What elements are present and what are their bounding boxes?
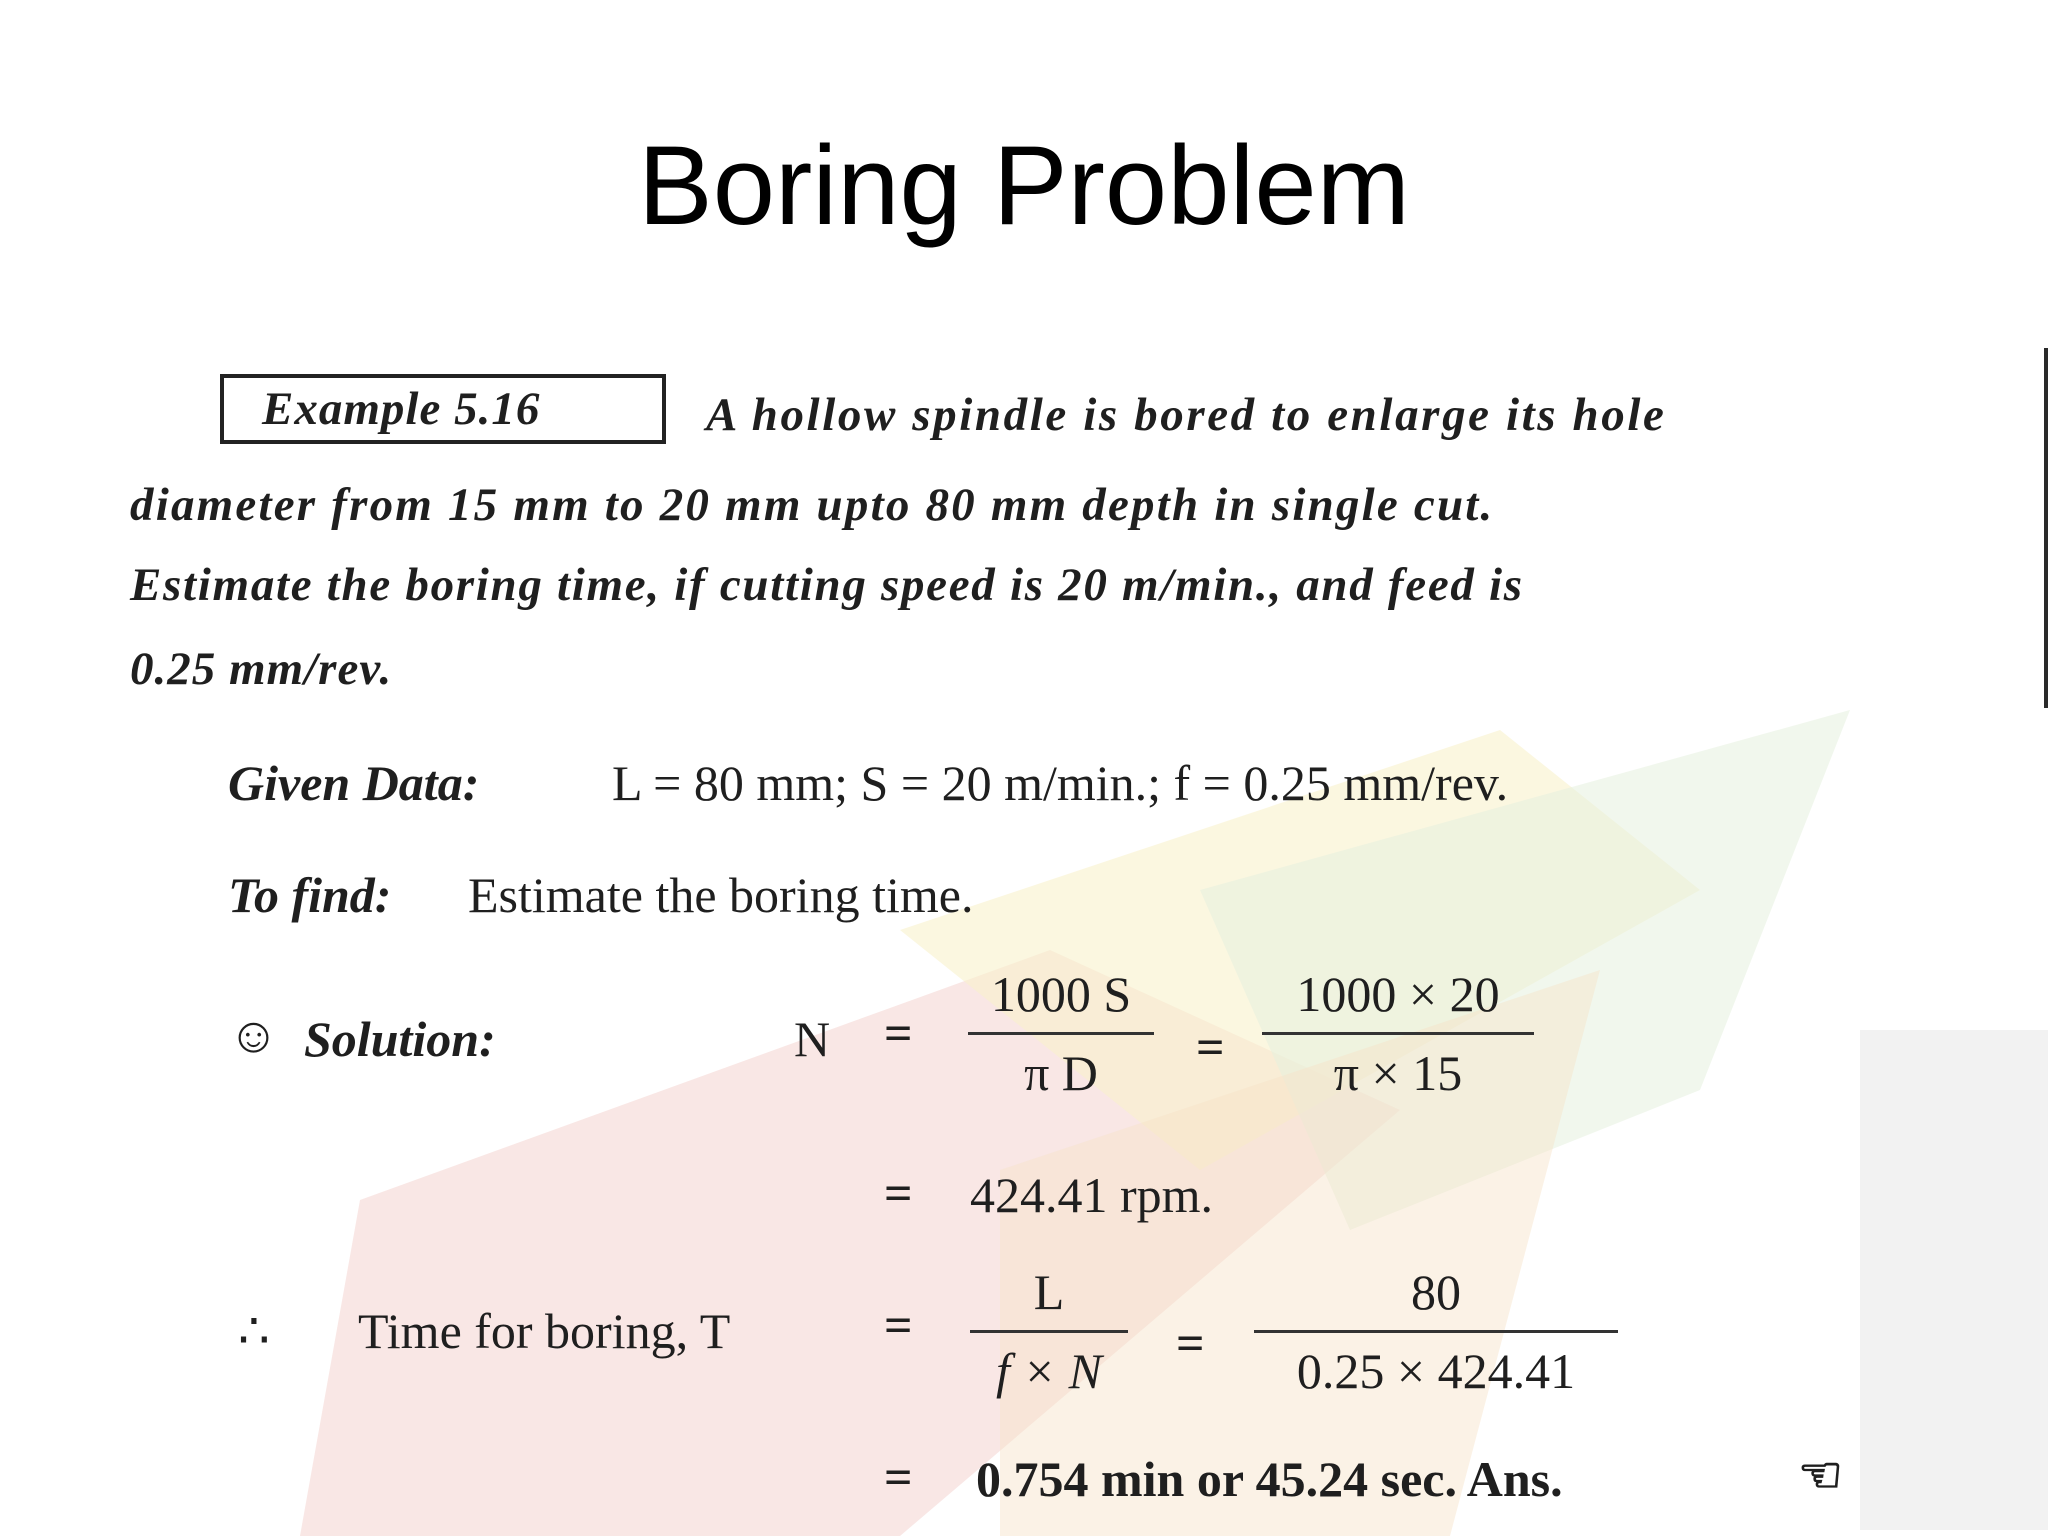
therefore-symbol: ∴ bbox=[238, 1303, 270, 1359]
fraction-numerator: 80 bbox=[1411, 1264, 1461, 1320]
fraction-n-substituted bbox=[1262, 966, 1534, 1101]
solution-label: Solution: bbox=[304, 1011, 496, 1067]
fraction-denominator: 0.25 × 424.41 bbox=[1296, 1343, 1576, 1399]
fraction-numerator: L bbox=[1033, 1264, 1065, 1320]
scan-edge-line bbox=[2044, 348, 2048, 708]
equals-sign-3: = bbox=[884, 1165, 913, 1221]
fraction-denominator: π × 15 bbox=[1333, 1045, 1463, 1101]
fraction-n-formula bbox=[968, 966, 1154, 1101]
problem-line-4: 0.25 mm/rev. bbox=[130, 643, 393, 695]
fraction-numerator: 1000 S bbox=[990, 966, 1132, 1022]
result-n: 424.41 rpm. bbox=[970, 1167, 1214, 1223]
example-label: Example 5.16 bbox=[262, 383, 541, 435]
pointing-hand-icon: ☜ bbox=[1798, 1447, 1843, 1503]
to-find-label: To find: bbox=[228, 867, 392, 923]
fraction-bar bbox=[1254, 1330, 1618, 1333]
given-data-values: L = 80 mm; S = 20 m/min.; f = 0.25 mm/rev. bbox=[612, 755, 1509, 811]
fraction-numerator: 1000 × 20 bbox=[1296, 966, 1500, 1022]
smiley-icon: ☺ bbox=[228, 1007, 280, 1063]
problem-line-1: A hollow spindle is bored to enlarge its hole bbox=[706, 389, 1667, 441]
fraction-bar bbox=[968, 1032, 1154, 1035]
given-data-label: Given Data: bbox=[228, 755, 480, 811]
equals-sign-6: = bbox=[884, 1449, 913, 1505]
equals-sign-4: = bbox=[884, 1297, 913, 1353]
fraction-t-formula bbox=[970, 1264, 1128, 1399]
scanned-page bbox=[0, 330, 2048, 1536]
fraction-bar bbox=[970, 1330, 1128, 1333]
fraction-bar bbox=[1262, 1032, 1534, 1035]
equals-sign-1: = bbox=[884, 1005, 913, 1061]
fraction-t-substituted bbox=[1254, 1264, 1618, 1399]
slide-title: Boring Problem bbox=[638, 123, 1410, 248]
fraction-denominator: π D bbox=[1024, 1045, 1098, 1101]
equals-sign-2: = bbox=[1196, 1019, 1225, 1075]
to-find-text: Estimate the boring time. bbox=[468, 867, 974, 923]
problem-line-2: diameter from 15 mm to 20 mm upto 80 mm depth in single cut. bbox=[130, 479, 1495, 531]
problem-line-3: Estimate the boring time, if cutting speed is 20 m/min., and feed is bbox=[130, 559, 1524, 611]
time-label: Time for boring, T bbox=[358, 1303, 731, 1359]
n-symbol: N bbox=[794, 1011, 831, 1067]
equals-sign-5: = bbox=[1176, 1315, 1205, 1371]
result-t: 0.754 min or 45.24 sec. Ans. bbox=[976, 1451, 1563, 1507]
fraction-denominator: f × N bbox=[996, 1343, 1102, 1399]
